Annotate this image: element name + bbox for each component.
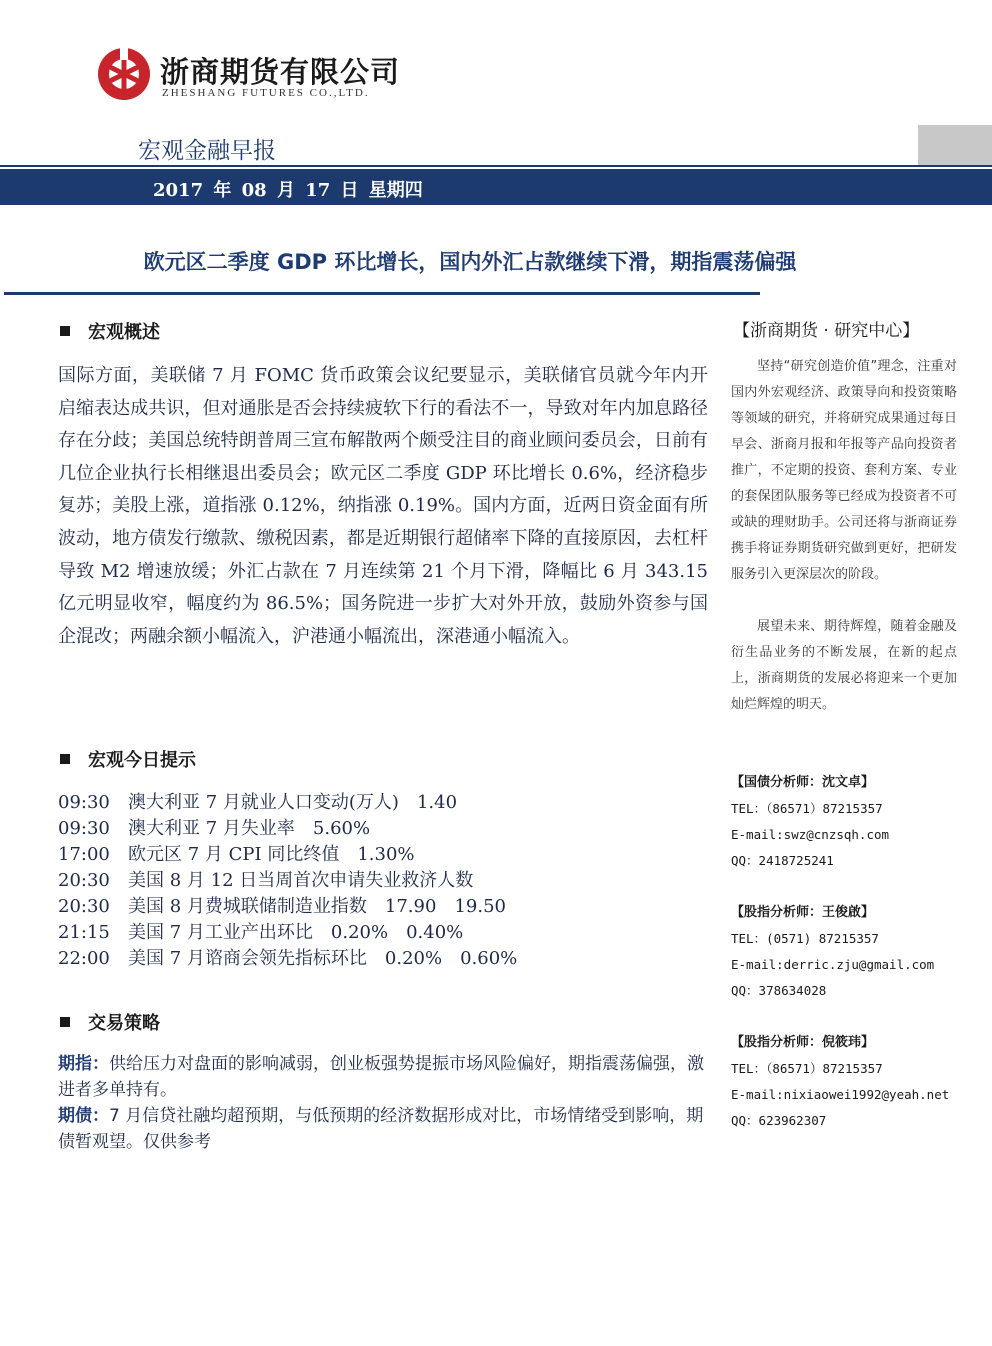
analyst-card — [731, 1030, 949, 1134]
calendar-event: 美国 7 月谘商会领先指标环比 — [128, 948, 367, 969]
analyst-qq: QQ：2418725241 — [731, 853, 834, 868]
sidebar-title: 【浙商期货 · 研究中心】 — [733, 321, 920, 341]
analyst-name: 【股指分析师：倪筱玮】 — [731, 1035, 875, 1050]
company-name-en: ZHESHANG FUTURES CO.,LTD. — [162, 87, 370, 99]
analyst-qq: QQ：378634028 — [731, 983, 827, 998]
analyst-name: 【股指分析师：王俊啟】 — [731, 905, 875, 920]
bullet-square-icon — [60, 326, 70, 336]
calendar-value: 17.90 — [384, 896, 437, 917]
calendar-time: 21:15 — [58, 922, 110, 943]
calendar-value: 5.60% — [312, 818, 371, 839]
strategy-item-index-futures: 期指：供给压力对盘面的影响减弱，创业板强势提振市场风险偏好，期指震荡偏强，激进者多单持有。 — [58, 1054, 704, 1100]
analyst-tel: TEL：(0571) 87215357 — [731, 931, 879, 946]
section-heading-overview: 宏观概述 — [60, 318, 160, 344]
calendar-value: 0.60% — [460, 948, 518, 969]
strategy-item-bond-futures: 期债：7 月信贷社融均超预期，与低预期的经济数据形成对比，市场情绪受到影响，期债暂观望。仅供参考 — [58, 1106, 704, 1152]
calendar-time: 20:30 — [58, 870, 110, 891]
calendar-row — [58, 816, 708, 842]
section-heading-calendar: 宏观今日提示 — [60, 746, 196, 772]
calendar-value: 1.30% — [357, 844, 415, 865]
calendar-row — [58, 790, 708, 816]
calendar-event: 欧元区 7 月 CPI 同比终值 — [128, 844, 340, 865]
overview-paragraph: 国际方面，美联储 7 月 FOMC 货币政策会议纪要显示，美联储官员就今年内开启缩表达成共识，但对通胀是否会持续疲软下行的看法不一，导致对年内加息路径存在分歧；美国总统特朗普周三宣布解散两个颇受注目的商业顾问委员会，日前有几位企业执行长相继退出委员会；欧元区二季度 GDP 环比增长 0.6%，经济稳步复苏；美股上涨，道指涨 0.12%，纳指涨 0.19%。国内方面，近两日资金面有所波动，地方债发行缴款、缴税因素，都是近期银行超储率下降的直接原因，去杠杆导致 M2 增速放缓；外汇占款在 7 月连续第 21 个月下滑，降幅比 6 月 343.15 亿元明显收窄，幅度约为 86.5%；国务院进一步扩大对外开放，鼓励外资参与国企混改；两融余额小幅流入，沪港通小幅流出，深港通小幅流入。 — [58, 365, 708, 647]
calendar-row — [58, 842, 708, 868]
header-gray-block — [918, 125, 992, 165]
analyst-email[interactable]: E-mail:nixiaowei1992@yeah.net — [731, 1087, 950, 1102]
analyst-email[interactable]: E-mail:swz@cnzsqh.com — [731, 827, 890, 842]
calendar-row — [58, 920, 708, 946]
analyst-email[interactable]: E-mail:derric.zju@gmail.com — [731, 957, 935, 972]
calendar-row — [58, 868, 708, 894]
analyst-qq: QQ：623962307 — [731, 1113, 827, 1128]
calendar-time: 17:00 — [58, 844, 110, 865]
calendar-row — [58, 946, 708, 972]
calendar-list — [58, 790, 708, 972]
calendar-value: 0.20% — [384, 948, 443, 969]
calendar-value: 0.20% — [330, 922, 389, 943]
date-bar — [0, 169, 992, 205]
sidebar-intro-paragraph: 坚持“研究创造价值”理念，注重对国内外宏观经济、政策导向和投资策略等领域的研究，并将研究成果通过每日早会、浙商月报和年报等产品向投资者推广，不定期的投资、套利方案、专业的套保团队服务等已经成为投资者不可或缺的理财助手。公司还将与浙商证券携手将证券期货研究做到更好，把研发服务引入更深层次的阶段。 — [731, 359, 957, 582]
calendar-event: 澳大利亚 7 月就业人口变动(万人) — [128, 792, 399, 813]
calendar-value: 1.40 — [416, 792, 458, 813]
header-divider — [0, 165, 992, 167]
section-heading-strategy: 交易策略 — [60, 1009, 160, 1035]
calendar-event: 美国 8 月费城联储制造业指数 — [128, 896, 367, 917]
calendar-event: 美国 7 月工业产出环比 — [128, 922, 313, 943]
calendar-event: 澳大利亚 7 月失业率 — [128, 818, 295, 839]
analyst-tel: TEL：（86571）87215357 — [731, 1061, 883, 1076]
company-logo-icon — [96, 46, 152, 102]
analyst-card — [731, 770, 889, 874]
analyst-card — [731, 900, 934, 1004]
bullet-square-icon — [60, 1017, 70, 1027]
calendar-time: 20:30 — [58, 896, 110, 917]
calendar-row — [58, 894, 708, 920]
report-date: 2017 年 08 月 17 日 星期四 — [153, 180, 423, 201]
sidebar-outlook-paragraph: 展望未来、期待辉煌，随着金融及衍生品业务的不断发展，在新的起点上，浙商期货的发展必将迎来一个更加灿烂辉煌的明天。 — [731, 619, 957, 712]
company-name-cn: 浙商期货有限公司 — [160, 55, 401, 89]
calendar-time: 09:30 — [58, 792, 110, 813]
analyst-tel: TEL：（86571）87215357 — [731, 801, 883, 816]
strategy-block — [58, 1051, 708, 1155]
bullet-square-icon — [60, 754, 70, 764]
calendar-time: 22:00 — [58, 948, 110, 969]
title-rule — [4, 292, 760, 295]
analyst-name: 【国债分析师：沈文卓】 — [731, 775, 875, 790]
calendar-event: 美国 8 月 12 日当周首次申请失业救济人数 — [128, 870, 474, 891]
calendar-value: 19.50 — [454, 896, 506, 917]
calendar-value: 0.40% — [406, 922, 464, 943]
report-name: 宏观金融早报 — [138, 138, 276, 164]
page-title: 欧元区二季度 GDP 环比增长，国内外汇占款继续下滑，期指震荡偏强 — [143, 250, 797, 274]
calendar-time: 09:30 — [58, 818, 110, 839]
